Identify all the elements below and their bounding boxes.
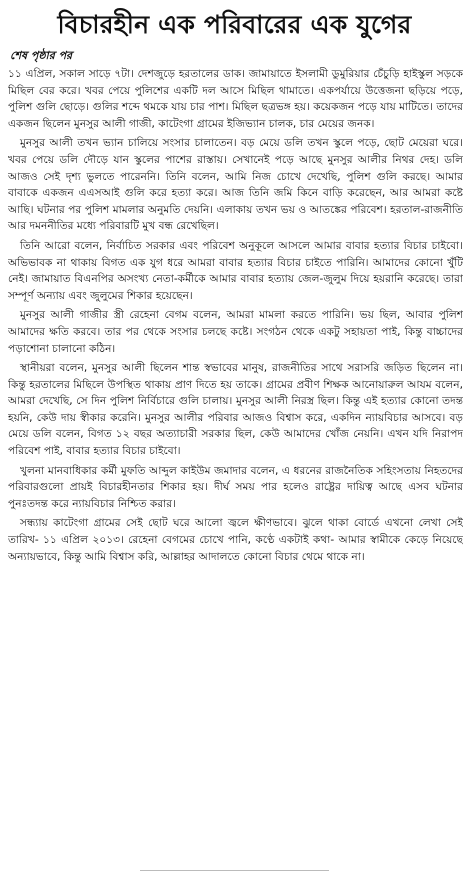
- article-paragraph: মুনসুর আলী তখন ভ্যান চালিয়ে সংসার চালাতেন। বড় মেয়ে ডলি তখন স্কুলে পড়ে, ছোট মেয়েরা ঘরে। খবর পেয়ে ডলি দৌড়ে যান স্কুলের পাশের রাস্তায়। সেখানেই পড়ে আছে মুনসুর আলীর নিথর দেহ। ডলি আজও সেই দৃশ্য ভুলতে পারেননি। তিনি বলেন, আমি নিজ চোখে দেখেছি, পুলিশ গুলি করছে। আমার বাবাকে একজন এএসআই গুলি করে হত্যা করে। আজ তিনি জমি কিনে বাড়ি করেছেন, আর আমরা কষ্টে আছি। ঘটনার পর পুলিশ মামলার অনুমতি দেয়নি। এলাকায় তখন ভয় ও আতঙ্কের পরিবেশ। হরতাল-রাজনীতি আর দমননীতির মধ্যে পরিবারটি মুখ বন্ধ রেখেছিল।: [8, 137, 463, 233]
- article-body: [8, 66, 463, 866]
- article-paragraph: স্থানীয়রা বলেন, মুনসুর আলী ছিলেন শান্ত স্বভাবের মানুষ, রাজনীতির সাথে সরাসরি জড়িত ছিলেন না। কিন্তু হরতালের মিছিলে উপস্থিত থাকায় প্রাণ দিতে হয় তাকে। গ্রামের প্রবীণ শিক্ষক আনোয়ারুল আযম বলেন, আমরা দেখেছি, সে দিন পুলিশ নির্বিচারে গুলি চালায়। মুনসুর আলী নিরস্ত্র ছিল। কিন্তু এই হত্যার কোনো তদন্ত হয়নি, কেউ দায় স্বীকার করেনি। মুনসুর আলীর পরিবার আজও বিশ্বাস করে, একদিন ন্যায়বিচার আসবে। বড় মেয়ে ডলি বলেন, বিগত ১২ বছর অত্যাচারী সরকার ছিল, কেউ আমাদের খোঁজ নেয়নি। এখন যদি নিরাপদ পরিবেশ পাই, বাবার হত্যার বিচার চাইবো।: [8, 362, 463, 458]
- article-paragraph: সন্ধ্যায় কাটেংগা গ্রামের সেই ছোট ঘরে আলো জ্বলে ক্ষীণভাবে। ঝুলে থাকা বোর্ডে এখনো লেখা সেই তারিখ- ১১ এপ্রিল ২০১৩। রেহেনা বেগমের চোখে পানি, কণ্ঠে একটাই কথা- আমার স্বামীকে কেড়ে নিয়েছে অন্যায়ভাবে, কিন্তু আমি বিশ্বাস করি, আল্লাহর আদালতে কোনো বিচার থেমে থাকে না।: [8, 517, 463, 563]
- article-headline: বিচারহীন এক পরিবারের এক যুগের: [57, 10, 412, 39]
- article-paragraph: মুনসুর আলী গাজীর স্ত্রী রেহেনা বেগম বলেন, আমরা মামলা করতে পারিনি। ভয় ছিল, আবার পুলিশ আমাদের ক্ষতি করবে। তার পর থেকে সংসার চলছে কষ্টে। সংগঠন থেকে একটু সহায়তা পাই, কিন্তু বাচ্চাদের পড়াশোনা চালানো কঠিন।: [8, 309, 463, 355]
- continued-label: শেষ পৃষ্ঠার পর: [10, 49, 73, 62]
- article-paragraph: ১১ এপ্রিল, সকাল সাড়ে ৭টা। দেশজুড়ে হরতালের ডাক। জামায়াতে ইসলামী ডুমুরিয়ার চেঁচুড়ি হাইস্কুল সড়কে মিছিল বের করে। খবর পেয়ে পুলিশের একটি দল আসে মিছিল থামাতে। একপর্যায়ে উত্তেজনা ছড়িয়ে পড়ে, পুলিশ গুলি ছোড়ে। গুলির শব্দে থমকে যায় চার পাশ। মিছিল ছত্রভঙ্গ হয়। কয়েকজন পড়ে যায় মাটিতে। তাদের একজন ছিলেন মুনসুর আলী গাজী, কাটেংগা গ্রামের ইজিভ্যান চালক, চার মেয়ের জনক।: [8, 68, 463, 130]
- article-paragraph: খুলনা মানবাধিকার কর্মী মুফতি আব্দুল কাইউম জমাদার বলেন, এ ধরনের রাজনৈতিক সহিংসতায় নিহতদের পরিবারগুলো প্রায়ই বিচারহীনতার শিকার হয়। দীর্ঘ সময় পার হলেও রাষ্ট্রের দায়িত্ব আছে এসব ঘটনার পুনঃতদন্ত করে ন্যায়বিচার নিশ্চিত করার।: [8, 464, 463, 510]
- bottom-divider: [140, 870, 329, 877]
- article-paragraph: তিনি আরো বলেন, নির্বাচিত সরকার এবং পরিবেশ অনুকূলে আসলে আমার বাবার হত্যার বিচার চাইবো। অভিভাবক না থাকায় বিগত এক যুগ ধরে আমরা বাবার হত্যার বিচার চাইতে পারিনি। আমাদের কোনো খুঁটি নেই। জামায়াত বিএনপির অসংখ্য নেতা-কর্মীকে আমার বাবার হত্যায় জেল-জুলুম দিয়ে হয়রানি করেছে। তারা সম্পূর্ণ অন্যায় এবং জুলুমের শিকার হয়েছেন।: [8, 239, 463, 302]
